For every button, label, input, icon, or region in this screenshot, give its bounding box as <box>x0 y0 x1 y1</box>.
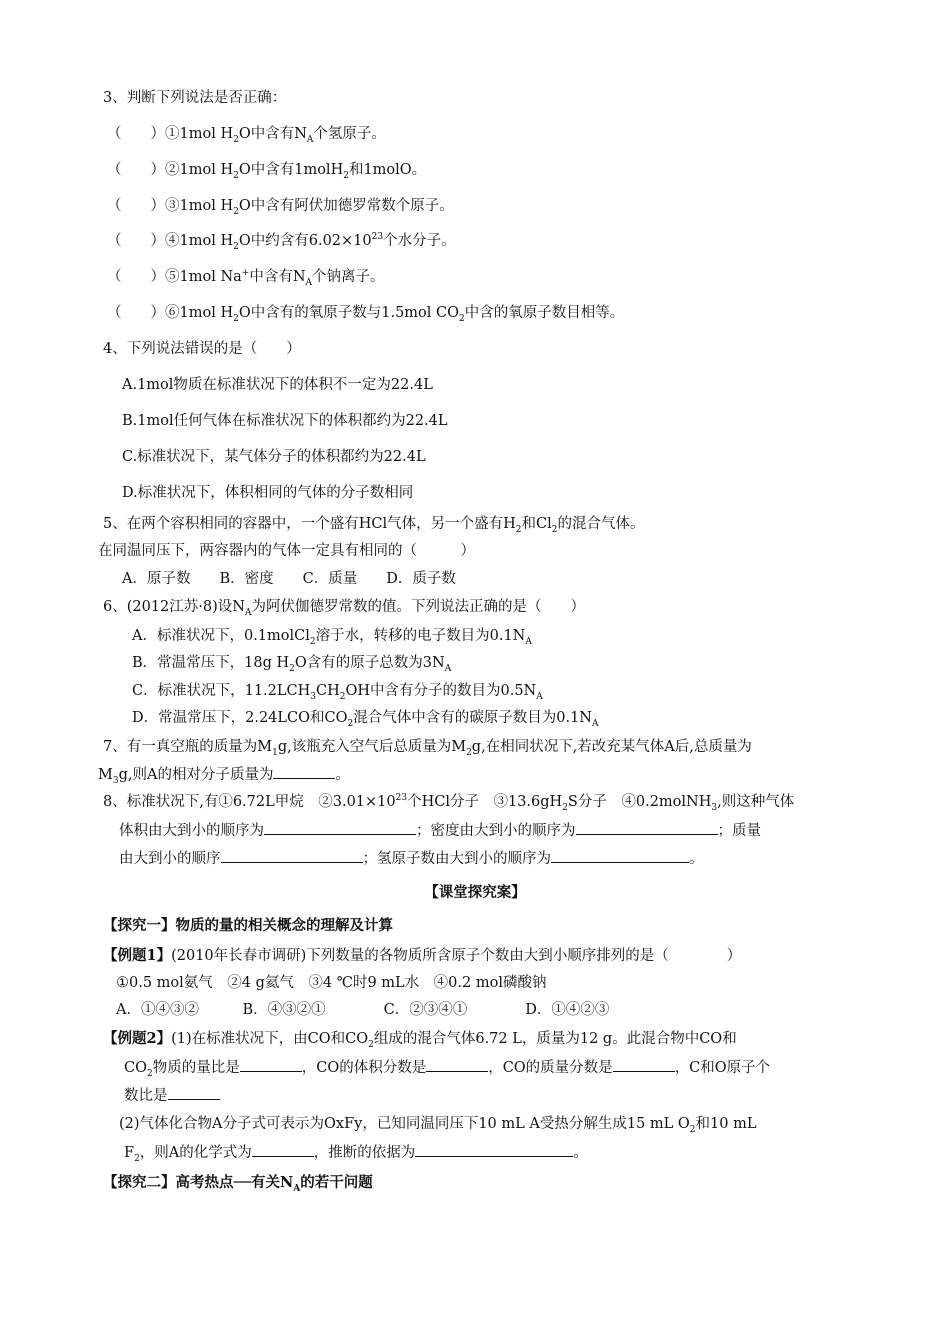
q4-option-c: C.标准状况下，某气体分子的体积都约为22.4L <box>122 449 426 465</box>
q6-option-d: D．常温常压下，2.24LCO和$CO_2$混合气体中含有的碳原子数目为$0.1N_A$ <box>132 710 599 729</box>
basis-blank[interactable] <box>415 1142 573 1157</box>
q3-item-1: （ ）①1mol $H_2O$中含有$N_A$个氢原子。 <box>107 126 386 145</box>
example2-line-1: 【例题2】(1)在标准状况下，由CO和$CO_2$组成的混合气体6.72 L，质量为12 g。此混合物中CO和 <box>103 1030 737 1050</box>
q8-volume-blank[interactable] <box>264 820 416 835</box>
ratio-blank[interactable] <box>240 1057 302 1072</box>
explore1-heading: 【探究一】物质的量的相关概念的理解及计算 <box>103 917 393 934</box>
q7-answer-blank[interactable] <box>273 764 335 779</box>
q8-density-blank[interactable] <box>576 820 718 835</box>
q8-hydrogen-blank[interactable] <box>551 848 689 863</box>
q6-option-c: C．标准状况下，$11.2LCH_3CH_2OH$中含有分子的数目为$0.5N_A$ <box>132 683 543 702</box>
q6-option-a: A．标准状况下，0.1molCl$_2$溶于水，转移的电子数目为$0.1N_A$ <box>132 628 532 647</box>
atom-ratio-blank[interactable] <box>168 1085 220 1100</box>
q4-stem: 4、下列说法错误的是（ ） <box>103 341 301 357</box>
q3-item-2: （ ）②1mol $H_2O$中含有1molH$_2$和1molO。 <box>107 162 427 181</box>
q7-line-1: 7、有一真空瓶的质量为$M_1g$,该瓶充入空气后总质量为$M_2g$,在相同状况下,若改充某气体A后,总质量为 <box>103 739 752 758</box>
q8-line-3: 由大到小的顺序 ；氢原子数由大到小的顺序为 。 <box>119 848 704 869</box>
formula-blank[interactable] <box>252 1142 314 1157</box>
q5-line-1: 5、在两个容积相同的容器中，一个盛有HCl气体，另一个盛有$H_2$和$Cl_2$的混合气体。 <box>103 516 645 535</box>
example2-line-4: (2)气体化合物A分子式可表示为OxFy，已知同温同压下10 mL A受热分解生成15 mL $O_2$和10 mL <box>119 1116 757 1135</box>
q8-line-2: 体积由大到小的顺序为 ；密度由大到小的顺序为 ；质量 <box>119 820 761 841</box>
section-title: 【课堂探究案】 <box>424 884 526 901</box>
example1-options: A．①④③② B．④③②① C．②③④① D．①④②③ <box>116 1002 610 1018</box>
example1-items: ①0.5 mol氨气 ②4 g氦气 ③4 ℃时9 mL水 ④0.2 mol磷酸钠 <box>116 975 547 991</box>
q5-options: A．原子数 B．密度 C．质量 D．质子数 <box>122 571 456 587</box>
example2-line-2: $CO_2$物质的量比是 ，CO的体积分数是 ，CO的质量分数是 ，C和O原子个 <box>124 1057 770 1078</box>
q3-item-6: （ ）⑥1mol $H_2O$中含有的氧原子数与1.5mol $CO_2$中含的氧原子数目相等。 <box>107 305 625 324</box>
q6-option-b: B．常温常压下，18g $H_2O$含有的原子总数为$3N_A$ <box>132 655 452 674</box>
q3-item-4: （ ）④1mol $H_2O$中约含有$6.02\times 10^{23}$个水分子。 <box>107 232 456 252</box>
example1-line: 【例题1】(2010年长春市调研)下列数量的各物质所含原子个数由大到小顺序排列的是（ ） <box>103 947 742 964</box>
example2-line-3: 数比是 <box>124 1085 220 1106</box>
q3-item-5: （ ）⑤1mol Na+中含有$N_A$个钠离子。 <box>107 268 385 288</box>
q8-line-1: 8、标准状况下,有①6.72L甲烷 $②3.01\times 10^{23}$个HCl分子 $③13.6gH_2S$分子 ④0.2molNH$_3$,则这种气体 <box>103 793 795 813</box>
q4-option-a: A.1mol物质在标准状况下的体积不一定为22.4L <box>122 377 433 393</box>
q5-line-2: 在同温同压下，两容器内的气体一定具有相同的（ ） <box>98 543 475 559</box>
q3-item-3: （ ）③1mol $H_2O$中含有阿伏加德罗常数个原子。 <box>107 198 454 217</box>
q4-option-d: D.标准状况下，体积相同的气体的分子数相同 <box>122 485 414 501</box>
volume-fraction-blank[interactable] <box>426 1057 488 1072</box>
explore2-heading: 【探究二】高考热点──有关$N_A$的若干问题 <box>103 1174 373 1194</box>
q6-stem: 6、(2012江苏·8)设$N_A$为阿伏伽德罗常数的值。下列说法正确的是（ ） <box>103 599 585 618</box>
q8-mass-blank[interactable] <box>221 848 363 863</box>
q7-line-2: $M_3g$,则A的相对分子质量为 。 <box>98 764 350 785</box>
mass-fraction-blank[interactable] <box>613 1057 675 1072</box>
q4-option-b: B.1mol任何气体在标准状况下的体积都约为22.4L <box>122 413 448 429</box>
example2-line-5: $F_2$，则A的化学式为 ，推断的依据为 。 <box>124 1142 588 1163</box>
q3-stem: 3、判断下列说法是否正确： <box>103 90 287 106</box>
